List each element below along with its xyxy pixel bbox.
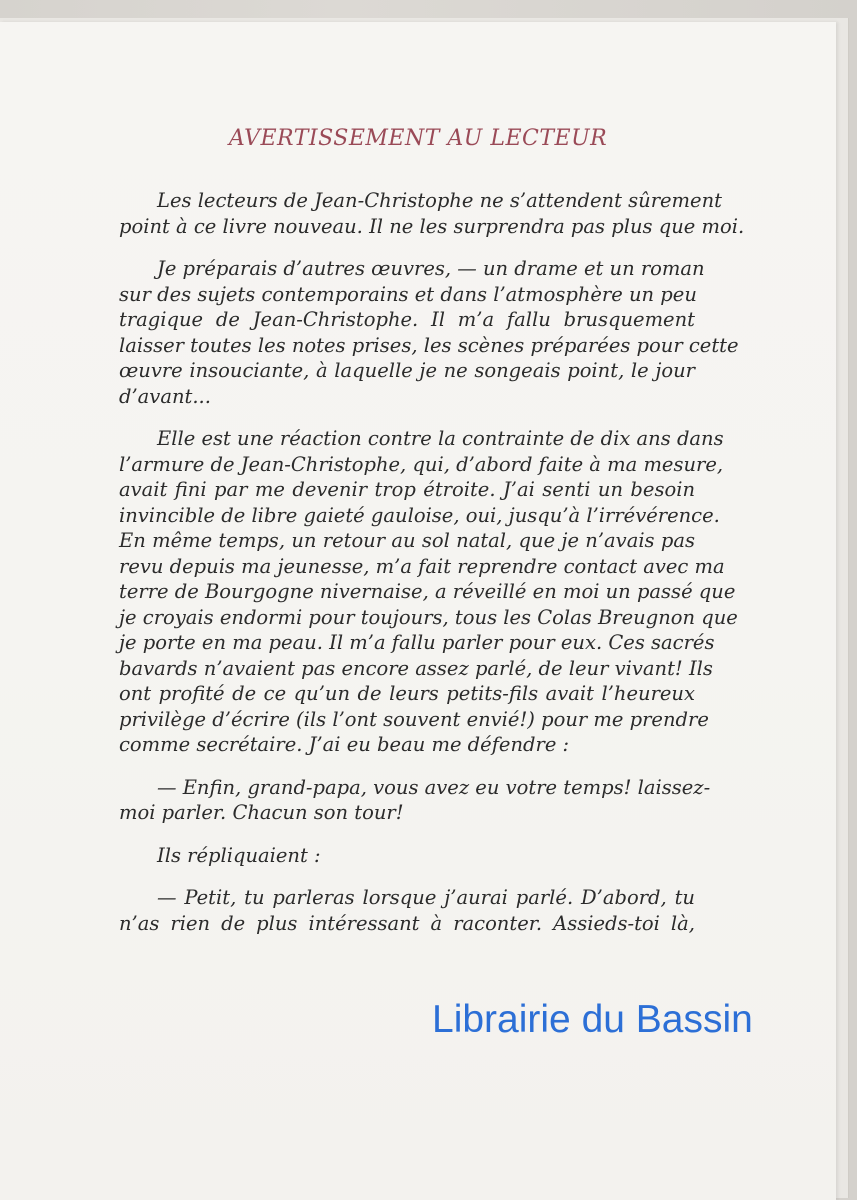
text-line: sur des sujets contemporains et dans l’atmosphère un peu — [119, 282, 697, 306]
text-line: point à ce livre nouveau. Il ne les surprendra pas plus que moi. — [119, 214, 745, 238]
text-line: — Petit, tu parleras lorsque j’aurai parlé. D’abord, tu — [157, 886, 695, 909]
text-line: comme secrétaire. J’ai eu beau me défendre : — [119, 733, 570, 756]
text-line: terre de Bourgogne nivernaise, a réveillé en moi un passé que — [119, 580, 736, 603]
text-line: privilège d’écrire (ils l’ont souvent envié!) pour me prendre — [119, 707, 709, 731]
chapter-heading: AVERTISSEMENT AU LECTEUR — [228, 126, 608, 151]
text-line: Elle est une réaction contre la contrainte de dix ans dans — [157, 427, 724, 450]
text-line: En même temps, un retour au sol natal, que je n’avais pas — [119, 529, 695, 552]
text-line: laisser toutes les notes prises, les scènes préparées pour cette — [119, 333, 739, 357]
text-line: œuvre insouciante, à laquelle je ne songeais point, le jour — [119, 359, 695, 382]
paragraph-4 — [119, 775, 711, 826]
text-line: l’armure de Jean-Christophe, qui, d’abord faite à ma mesure, — [119, 452, 724, 476]
text-line: revu depuis ma jeunesse, m’a fait reprendre contact avec ma — [119, 554, 725, 578]
text-line: Ils répliquaient : — [157, 843, 321, 867]
text-line: ont profité de ce qu’un de leurs petits-fils avait l’heureux — [119, 682, 695, 705]
text-line: je croyais endormi pour toujours, tous les Colas Breugnon que — [119, 605, 738, 629]
paragraph-3 — [119, 426, 738, 758]
text-line: Je préparais d’autres œuvres, — un drame et un roman — [157, 257, 705, 280]
bookseller-watermark: Librairie du Bassin — [432, 998, 753, 1041]
paragraph-5 — [119, 843, 695, 869]
text-line: — Enfin, grand-papa, vous avez eu votre temps! laissez- — [157, 775, 711, 799]
text-line: tragique de Jean-Christophe. Il m’a fallu brusquement — [119, 308, 695, 331]
text-line: je porte en ma peau. Il m’a fallu parler pour eux. Ces sacrés — [119, 631, 715, 654]
text-line: moi parler. Chacun son tour! — [119, 801, 404, 824]
page-body — [119, 188, 745, 953]
text-line: bavards n’avaient pas encore assez parlé, de leur vivant! Ils — [119, 656, 713, 680]
text-line: invincible de libre gaieté gauloise, oui, jusqu’à l’irrévérence. — [119, 503, 720, 527]
paragraph-1 — [119, 188, 745, 239]
paragraph-6 — [119, 885, 695, 936]
text-line: d’avant... — [119, 384, 211, 408]
text-line: n’as rien de plus intéressant à raconter. Assieds-toi là, — [119, 911, 695, 935]
text-line: avait fini par me devenir trop étroite. J’ai senti un besoin — [119, 478, 695, 501]
paragraph-2 — [119, 256, 739, 409]
text-line: Les lecteurs de Jean-Christophe ne s’attendent sûrement — [157, 189, 722, 212]
